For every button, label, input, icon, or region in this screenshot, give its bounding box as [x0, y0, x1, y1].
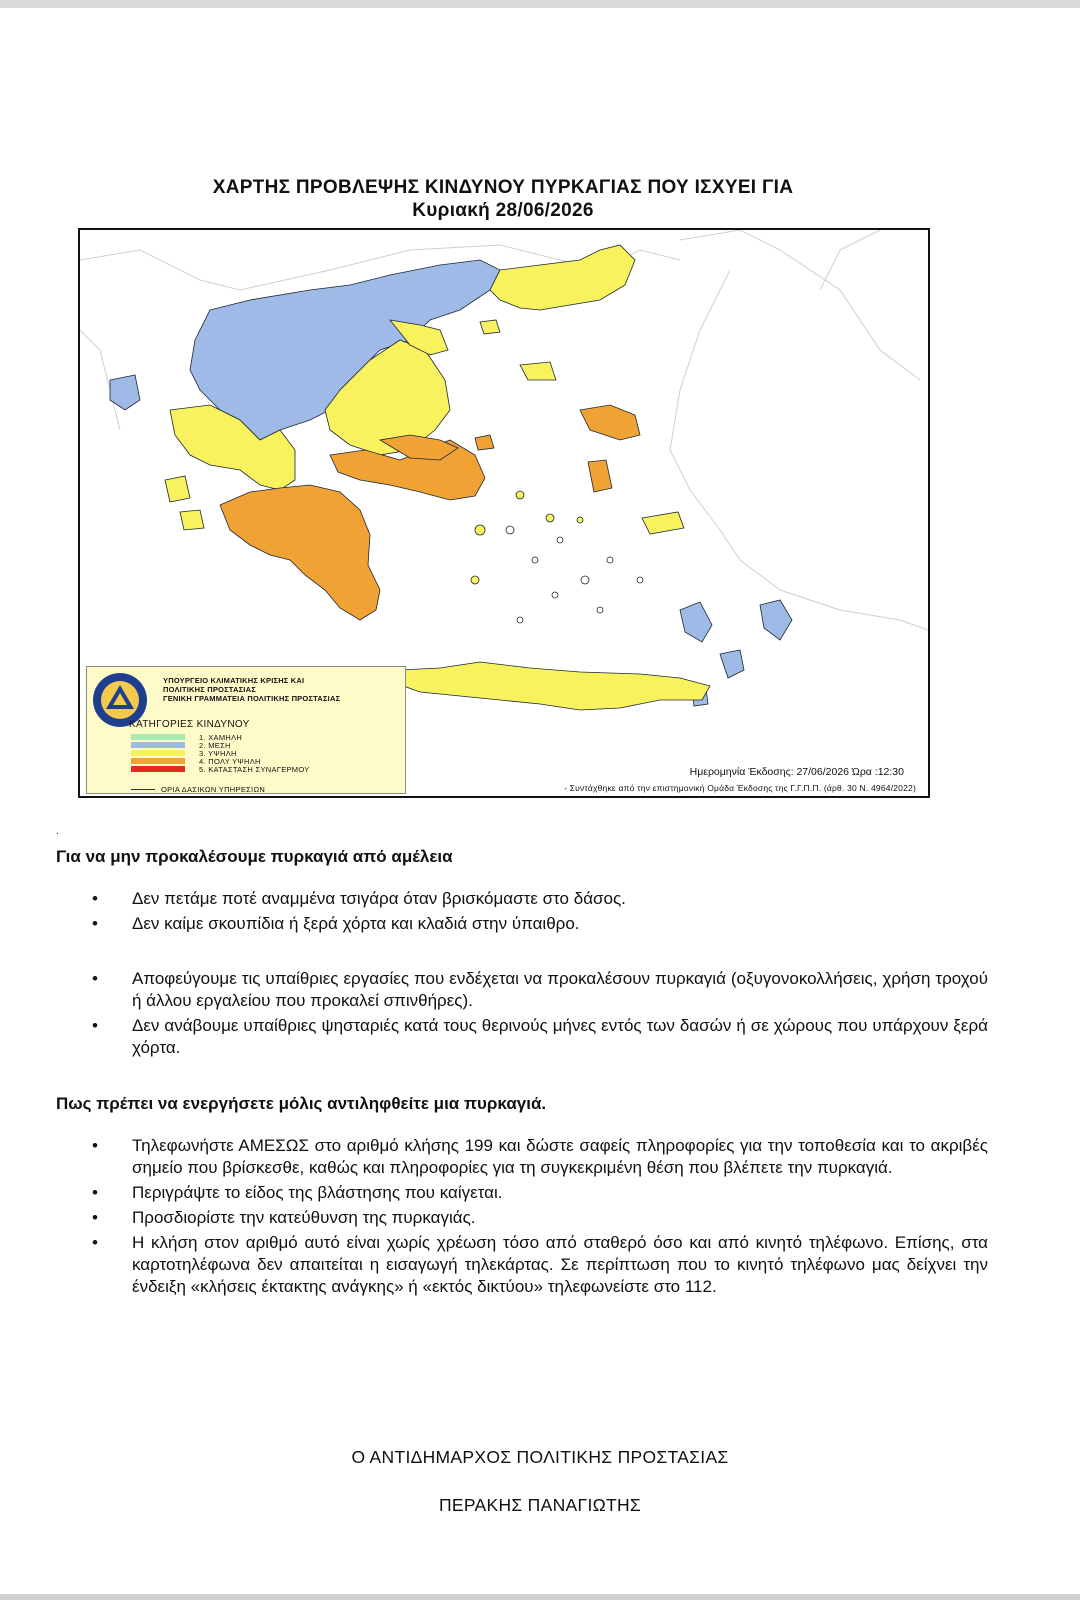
list-item: • Δεν ανάβουμε υπαίθριες ψησταριές κατά τους θερινούς μήνες εντός των δασών ή σε χώρους που υπάρχουν ξερά χόρτα. — [92, 1016, 988, 1057]
list-item: • Προσδιορίστε την κατεύθυνση της πυρκαγιάς. — [92, 1208, 476, 1227]
section1-list-a — [56, 888, 988, 938]
section2-list — [56, 1135, 988, 1301]
list-item: • Δεν καίμε σκουπίδια ή ξερά χόρτα και κλαδιά στην ύπαιθρο. — [92, 914, 580, 933]
boundary-line-icon — [131, 789, 155, 790]
legend-swatch — [131, 758, 185, 764]
legend-item-alarm — [131, 765, 310, 773]
map-credit: - Συντάχθηκε από την επιστημονική Ομάδα Έκδοσης της Γ.Γ.Π.Π. (άρθ. 30 Ν. 4964/2022) — [564, 783, 916, 793]
legend-boundary — [131, 785, 265, 794]
legend-organization — [163, 676, 340, 703]
map-title-line1: ΧΑΡΤΗΣ ΠΡΟΒΛΕΨΗΣ ΚΙΝΔΥΝΟΥ ΠΥΡΚΑΓΙΑΣ ΠΟΥ ΙΣΧΥΕΙ ΓΙΑ — [212, 177, 794, 198]
org-line2: ΠΟΛΙΤΙΚΗΣ ΠΡΟΣΤΑΣΙΑΣ — [163, 685, 256, 694]
issue-date: Ημερομηνία Έκδοσης: 27/06/2026 Ώρα :12:30 — [689, 766, 904, 778]
legend-categories-title: ΚΑΤΗΓΟΡΙΕΣ ΚΙΝΔΥΝΟΥ — [129, 719, 250, 730]
legend-label: 5. ΚΑΤΑΣΤΑΣΗ ΣΥΝΑΓΕΡΜΟΥ — [199, 764, 310, 774]
org-line3: ΓΕΝΙΚΗ ΓΡΑΜΜΑΤΕΙΑ ΠΟΛΙΤΙΚΗΣ ΠΡΟΣΤΑΣΙΑΣ — [163, 694, 341, 703]
fire-risk-map — [78, 228, 930, 798]
list-item: • Τηλεφωνήστε ΑΜΕΣΩΣ στο αριθμό κλήσης 199 και δώστε σαφείς πληροφορίες για την τοποθεσία και το ακριβές σημείο που βρίσκεσθε, καθώς και πληροφορίες για τη συγκεκριμένη θέση που βλέπετε την πυρκαγιά. — [92, 1136, 988, 1177]
legend-label: 2. ΜΕΣΗ — [199, 740, 231, 750]
boundary-label: ΟΡΙΑ ΔΑΣΙΚΩΝ ΥΠΗΡΕΣΙΩΝ — [161, 785, 266, 794]
legend-swatch — [131, 742, 185, 748]
map-legend — [86, 666, 406, 794]
viewer-bottom-bar — [0, 1594, 1080, 1600]
legend-items — [131, 733, 310, 773]
legend-swatch — [131, 766, 185, 772]
section2-heading: Πως πρέπει να ενεργήσετε μόλις αντιληφθείτε μια πυρκαγιά. — [56, 1094, 547, 1113]
map-title-date: Κυριακή 28/06/2026 — [412, 200, 594, 221]
legend-swatch — [131, 734, 185, 740]
legend-label: 1. ΧΑΜΗΛΗ — [199, 732, 243, 742]
section1-list-b — [56, 968, 988, 1062]
list-item: • Δεν πετάμε ποτέ αναμμένα τσιγάρα όταν βρισκόμαστε στο δάσος. — [92, 889, 626, 908]
org-line1: ΥΠΟΥΡΓΕΙΟ ΚΛΙΜΑΤΙΚΗΣ ΚΡΙΣΗΣ ΚΑΙ — [163, 676, 305, 685]
section1-heading: Για να μην προκαλέσουμε πυρκαγιά από αμέλεια — [56, 847, 453, 866]
legend-label: 3. ΥΨΗΛΗ — [199, 748, 237, 758]
signature-name: ΠΕΡΑΚΗΣ ΠΑΝΑΓΙΩΤΗΣ — [438, 1495, 642, 1515]
legend-swatch — [131, 750, 185, 756]
map-title — [78, 176, 928, 222]
legend-label: 4. ΠΟΛΥ ΥΨΗΛΗ — [199, 756, 261, 766]
stray-dot: . — [56, 826, 59, 837]
list-item: • Η κλήση στον αριθμό αυτό είναι χωρίς χρέωση τόσο από σταθερό όσο και από κινητό τηλέφωνο. Επίσης, στα καρτοτηλέφωνα δεν απαιτείται η εισαγωγή τηλεκάρτας. Σε περίπτωση που το κινητό τηλέφωνο μας δείχνει την ένδειξη «κλήσεις έκτακτης ανάγκης» ή «εκτός δικτύου» τηλεφωνείστε στο 112. — [92, 1233, 988, 1296]
list-item: • Περιγράψτε το είδος της βλάστησης που καίγεται. — [92, 1183, 503, 1202]
list-item: • Αποφεύγουμε τις υπαίθριες εργασίες που ενδέχεται να προκαλέσουν πυρκαγιά (οξυγονοκολλήσεις, χρήση τροχού ή άλλου εργαλείου που προκαλεί σπινθήρες). — [92, 969, 988, 1010]
signature-role: Ο ΑΝΤΙΔΗΜΑΡΧΟΣ ΠΟΛΙΤΙΚΗΣ ΠΡΟΣΤΑΣΙΑΣ — [351, 1447, 729, 1467]
viewer-top-bar — [0, 0, 1080, 8]
